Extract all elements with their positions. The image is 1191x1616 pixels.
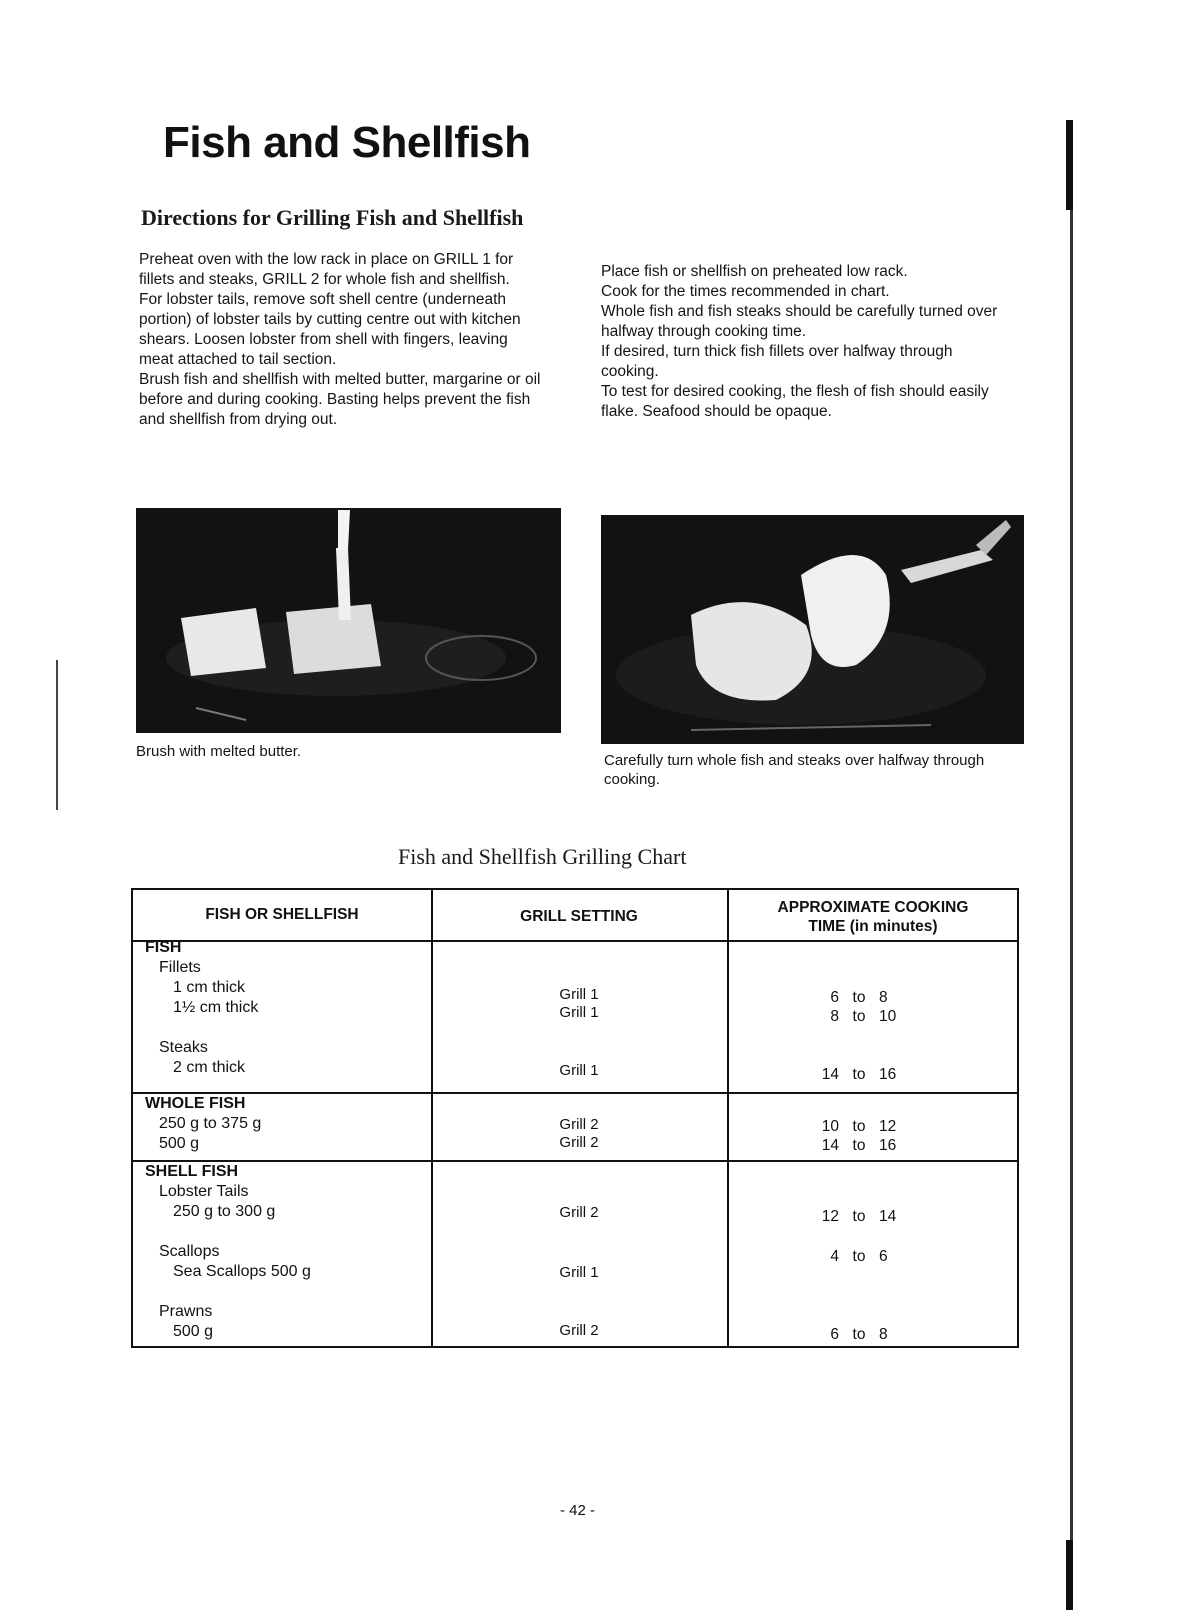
time-max: 16 bbox=[879, 1066, 897, 1083]
time-to: to bbox=[852, 1137, 866, 1154]
direction-paragraph: Place fish or shellfish on preheated low rack. bbox=[601, 263, 908, 280]
time-to: to bbox=[852, 1208, 866, 1225]
item-scallops: Scallops bbox=[159, 1243, 220, 1260]
header-cooking-time-line1: APPROXIMATE COOKING bbox=[777, 899, 969, 916]
brushing-photo bbox=[136, 508, 561, 733]
header-fish-or-shellfish: FISH OR SHELLFISH bbox=[205, 906, 359, 923]
time-min: 12 bbox=[821, 1208, 839, 1225]
time-min: 10 bbox=[821, 1118, 839, 1135]
time-max: 14 bbox=[879, 1208, 897, 1225]
direction-paragraph: For lobster tails, remove soft shell centre (underneath portion) of lobster tails by cutting centre out with kitchen shears. Loosen lobster from shell with fingers, leaving meat attached to tail section. bbox=[139, 291, 521, 368]
page-title: Fish and Shellfish bbox=[163, 118, 531, 167]
time-lobster bbox=[803, 1208, 923, 1226]
time-whole-500g bbox=[803, 1137, 923, 1155]
grilling-chart-table bbox=[131, 888, 1019, 1348]
time-steak-2cm bbox=[803, 1066, 923, 1084]
setting-steak-2cm: Grill 1 bbox=[559, 1062, 599, 1079]
direction-paragraph: Brush fish and shellfish with melted butter, margarine or oil before and during cooking. Basting helps prevent the fish and shellfish from drying out. bbox=[139, 371, 541, 428]
setting-fillet-1-5cm: Grill 1 bbox=[559, 1004, 599, 1021]
item-steaks: Steaks bbox=[159, 1039, 208, 1056]
time-max: 8 bbox=[879, 1326, 888, 1343]
direction-paragraph: Cook for the times recommended in chart. bbox=[601, 283, 890, 300]
right-directions bbox=[601, 262, 1006, 422]
direction-paragraph: Preheat oven with the low rack in place on GRILL 1 for fillets and steaks, GRILL 2 for whole fish and shellfish. bbox=[139, 251, 514, 288]
time-max: 6 bbox=[879, 1248, 888, 1265]
time-to: to bbox=[852, 1066, 866, 1083]
left-photo-caption: Brush with melted butter. bbox=[136, 743, 302, 760]
item-fillet-1-5cm: 1½ cm thick bbox=[173, 999, 259, 1016]
item-lobster-tails: Lobster Tails bbox=[159, 1183, 249, 1200]
time-prawns bbox=[803, 1326, 923, 1344]
time-scallops bbox=[803, 1248, 923, 1266]
page-number: - 42 - bbox=[560, 1502, 596, 1519]
setting-whole-250-375g: Grill 2 bbox=[559, 1116, 599, 1133]
setting-scallops: Grill 1 bbox=[559, 1264, 599, 1281]
time-min: 8 bbox=[830, 1008, 839, 1025]
direction-paragraph: If desired, turn thick fish fillets over halfway through cooking. bbox=[601, 343, 953, 380]
item-fillet-1cm: 1 cm thick bbox=[173, 979, 246, 996]
time-fillet-1cm bbox=[803, 989, 923, 1007]
left-directions bbox=[139, 250, 544, 430]
scan-left-line bbox=[56, 660, 58, 810]
header-cooking-time-line2: TIME (in minutes) bbox=[808, 918, 938, 935]
time-min: 6 bbox=[830, 1326, 839, 1343]
scan-edge-mark bbox=[1066, 120, 1073, 210]
time-min: 6 bbox=[830, 989, 839, 1006]
time-min: 14 bbox=[821, 1066, 839, 1083]
setting-lobster: Grill 2 bbox=[559, 1204, 599, 1221]
scan-edge-mark bbox=[1066, 1540, 1073, 1610]
time-to: to bbox=[852, 1118, 866, 1135]
setting-whole-500g: Grill 2 bbox=[559, 1134, 599, 1151]
time-to: to bbox=[852, 1008, 866, 1025]
section-subtitle: Directions for Grilling Fish and Shellfish bbox=[141, 205, 524, 230]
scan-edge-line bbox=[1070, 120, 1073, 1610]
item-whole-500g: 500 g bbox=[159, 1135, 200, 1152]
direction-paragraph: To test for desired cooking, the flesh of fish should easily flake. Seafood should be opaque. bbox=[601, 383, 989, 420]
section-shell-fish: SHELL FISH bbox=[145, 1163, 239, 1180]
time-to: to bbox=[852, 1248, 866, 1265]
section-whole-fish: WHOLE FISH bbox=[145, 1095, 246, 1112]
setting-prawns: Grill 2 bbox=[559, 1322, 599, 1339]
item-prawns: Prawns bbox=[159, 1303, 213, 1320]
section-fish: FISH bbox=[145, 939, 182, 956]
item-steak-2cm: 2 cm thick bbox=[173, 1059, 246, 1076]
setting-fillet-1cm: Grill 1 bbox=[559, 986, 599, 1003]
time-max: 16 bbox=[879, 1137, 897, 1154]
right-photo-caption: Carefully turn whole fish and steaks over halfway through cooking. bbox=[604, 752, 985, 788]
chart-title: Fish and Shellfish Grilling Chart bbox=[398, 844, 687, 869]
time-fillet-1-5cm bbox=[803, 1008, 923, 1026]
time-whole-250-375g bbox=[803, 1118, 923, 1136]
item-lobster-250-300g: 250 g to 300 g bbox=[173, 1203, 276, 1220]
header-cooking-time bbox=[727, 898, 1019, 936]
item-whole-250-375g: 250 g to 375 g bbox=[159, 1115, 262, 1132]
time-min: 4 bbox=[830, 1248, 839, 1265]
item-prawns-500g: 500 g bbox=[173, 1323, 214, 1340]
header-grill-setting: GRILL SETTING bbox=[520, 908, 638, 925]
time-to: to bbox=[852, 989, 866, 1006]
time-max: 12 bbox=[879, 1118, 897, 1135]
turning-fish-photo bbox=[601, 515, 1024, 744]
direction-paragraph: Whole fish and fish steaks should be carefully turned over halfway through cooking time. bbox=[601, 303, 998, 340]
item-fillets: Fillets bbox=[159, 959, 201, 976]
time-max: 8 bbox=[879, 989, 888, 1006]
time-max: 10 bbox=[879, 1008, 897, 1025]
item-sea-scallops-500g: Sea Scallops 500 g bbox=[173, 1263, 311, 1280]
time-min: 14 bbox=[821, 1137, 839, 1154]
time-to: to bbox=[852, 1326, 866, 1343]
